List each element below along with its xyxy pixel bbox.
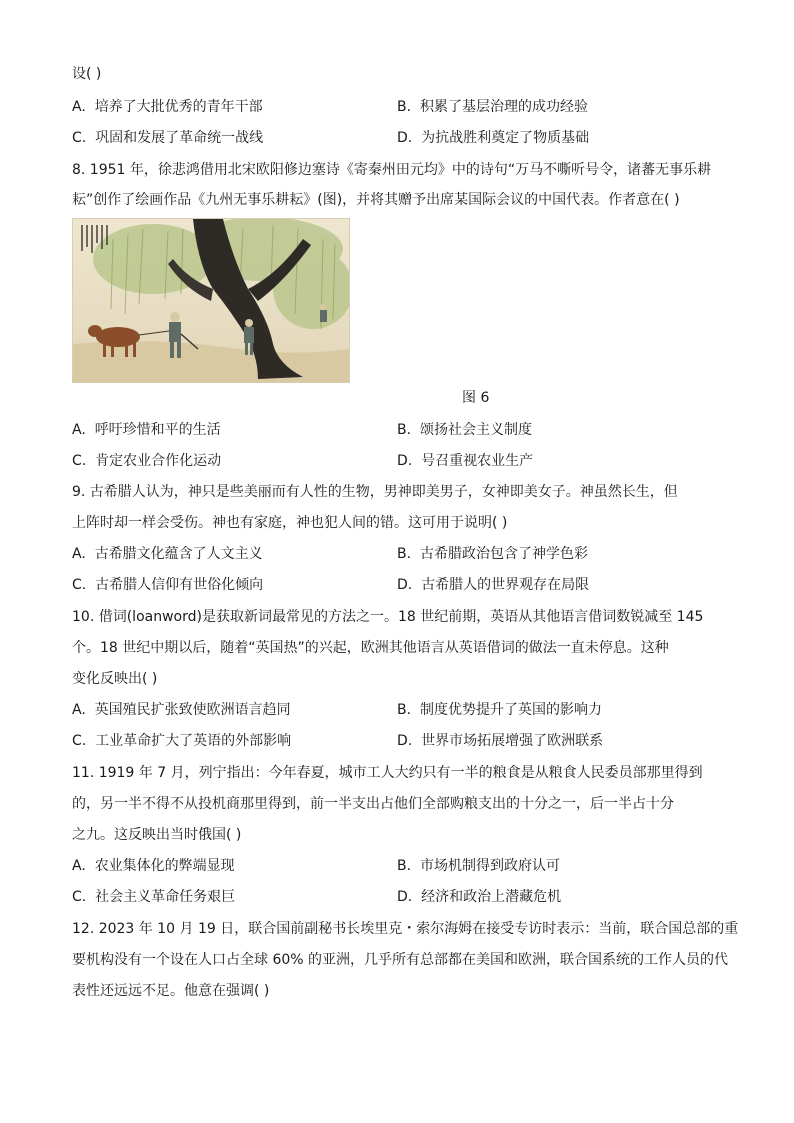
q11-stem-line-1: 11. 1919 年 7 月，列宁指出：今年春夏，城市工人大约只有一半的粮食是从粮食人民委员部那里得到 [72,765,703,781]
q8-option-c [72,451,221,471]
option-label: B. [397,858,412,874]
option-text: 肯定农业合作化运动 [95,453,222,469]
option-text: 培养了大批优秀的青年干部 [94,99,263,115]
q11-option-b [397,856,560,876]
option-text: 制度优势提升了英国的影响力 [419,702,602,718]
option-text: 经济和政治上潜藏危机 [421,889,562,905]
figure-caption: 图 6 [462,390,490,406]
option-text: 为抗战胜利奠定了物质基础 [421,130,590,146]
option-text: 英国殖民扩张致使欧洲语言趋同 [94,702,291,718]
q11-option-d [397,887,561,907]
painting-image [72,218,350,383]
q11-option-a [72,856,235,876]
option-text: 古希腊人信仰有世俗化倾向 [95,577,264,593]
q11-stem-line-2: 的，另一半不得不从投机商那里得到，前一半支出占他们全部购粮支出的十分之一，后一半占十分 [72,796,674,812]
q10-stem-line-2: 个。18 世纪中期以后，随着“英国热”的兴起，欧洲其他语言从英语借词的做法一直未停息。这种 [72,640,669,656]
option-text: 巩固和发展了革命统一战线 [95,130,264,146]
option-text: 古希腊文化蕴含了人文主义 [94,546,263,562]
q7-option-d [397,128,589,148]
q7-option-a [72,97,263,117]
option-label: A. [72,858,86,874]
option-label: D. [397,453,413,469]
option-label: B. [397,422,412,438]
option-label: B. [397,99,412,115]
q12-stem-line-3: 表性还远远不足。他意在强调( ) [72,983,270,999]
q12-stem-line-2: 要机构没有一个设在人口占全球 60% 的亚洲，几乎所有总部都在美国和欧洲，联合国系统的工作人员的代 [72,952,729,968]
q9-option-c [72,575,263,595]
q10-stem-line-1: 10. 借词(loanword)是获取新词最常见的方法之一。18 世纪前期，英语从其他语言借词数锐减至 145 [72,609,704,625]
option-label: B. [397,546,412,562]
option-text: 古希腊人的世界观存在局限 [421,577,590,593]
q8-option-a [72,420,221,440]
option-text: 积累了基层治理的成功经验 [419,99,588,115]
q11-stem-line-3: 之九。这反映出当时俄国( ) [72,827,242,843]
option-text: 工业革命扩大了英语的外部影响 [95,733,292,749]
option-label: A. [72,99,86,115]
q8-stem-line-1: 8. 1951 年，徐悲鸿借用北宋欧阳修边塞诗《寄秦州田元均》中的诗句“万马不嘶听号令，诸蕃无事乐耕 [72,162,712,178]
q10-option-b [397,700,602,720]
option-label: A. [72,546,86,562]
q9-option-b [397,544,588,564]
q10-option-a [72,700,291,720]
option-text: 呼吁珍惜和平的生活 [94,422,221,438]
option-label: A. [72,702,86,718]
q12-stem-line-1: 12. 2023 年 10 月 19 日，联合国前副秘书长埃里克・索尔海姆在接受专访时表示：当前，联合国总部的重 [72,921,739,937]
q9-stem-line-2: 上阵时却一样会受伤。神也有家庭，神也犯人间的错。这可用于说明( ) [72,515,508,531]
option-label: B. [397,702,412,718]
q7-option-c [72,128,263,148]
q8-stem-line-2: 耘”创作了绘画作品《九州无事乐耕耘》(图)，并将其赠予出席某国际会议的中国代表。作者意在( ) [72,192,680,208]
q9-option-a [72,544,263,564]
q8-option-d [397,451,533,471]
q10-option-d [397,731,603,751]
q11-option-c [72,887,235,907]
option-text: 颂扬社会主义制度 [419,422,532,438]
option-label: D. [397,577,413,593]
option-label: C. [72,733,87,749]
option-label: C. [72,577,87,593]
q9-stem-line-1: 9. 古希腊人认为，神只是些美丽而有人性的生物，男神即美男子，女神即美女子。神虽然长生，但 [72,484,678,500]
q7-stem-tail: 设( ) [72,66,102,82]
option-label: A. [72,422,86,438]
option-label: C. [72,889,87,905]
option-text: 农业集体化的弊端显现 [94,858,235,874]
option-label: D. [397,889,413,905]
option-text: 社会主义革命任务艰巨 [95,889,236,905]
option-label: C. [72,453,87,469]
option-text: 世界市场拓展增强了欧洲联系 [421,733,604,749]
q10-option-c [72,731,291,751]
q7-option-b [397,97,588,117]
option-text: 市场机制得到政府认可 [419,858,560,874]
q9-option-d [397,575,589,595]
option-text: 古希腊政治包含了神学色彩 [419,546,588,562]
q8-option-b [397,420,532,440]
q10-stem-line-3: 变化反映出( ) [72,671,158,687]
option-label: C. [72,130,87,146]
option-label: D. [397,130,413,146]
option-text: 号召重视农业生产 [421,453,534,469]
option-label: D. [397,733,413,749]
